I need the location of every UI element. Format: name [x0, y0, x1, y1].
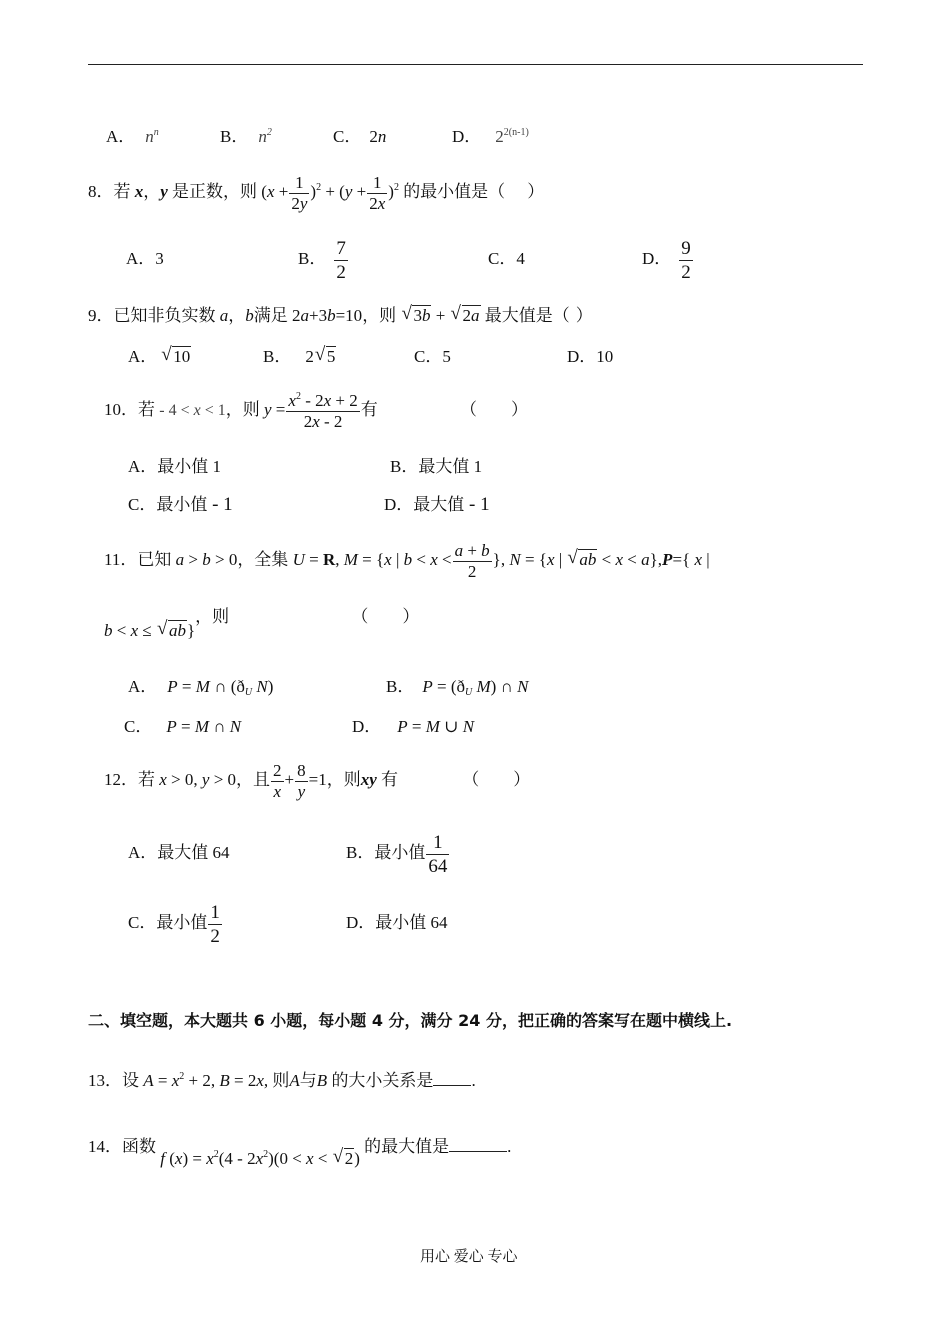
q12-option-d: D．最小值 64 [346, 913, 448, 932]
q9-option-a: A．√ 10 [128, 346, 191, 368]
q8-option-b: B． $\frac{7}{2}$ [298, 237, 346, 283]
header-rule [88, 64, 863, 65]
q13-stem: 13．设 $A = x^2 + 2$, B = 2x, 则A与B 的大小关系是 . [88, 1071, 476, 1090]
q10-option-c: C．最小值 - 1 [128, 494, 233, 515]
q9-option-c: C．5 [414, 347, 451, 366]
q7-option-c: C． 2n [333, 127, 387, 146]
q10-option-a: A．最小值 1 [128, 457, 222, 476]
q7-option-b: B． $n^2$ [220, 127, 272, 146]
q12-option-c: C．最小值 $\frac{1}{2}$ [128, 901, 220, 947]
q8-option-a: A．3 [126, 249, 164, 268]
q9-option-b: B． 2√ 5 [263, 346, 336, 368]
q11-option-c: C． P = M ∩ N [124, 717, 242, 736]
q12-option-b: B．最小值 $\frac{1}{64}$ [346, 831, 448, 877]
q14-stem: 14．函数 f $(x) = x^2(4 - 2x^2)(0 < x$ < √ 2) 的最大值是 . [88, 1136, 511, 1158]
q14-answer-blank[interactable] [449, 1137, 507, 1152]
q11-option-d: D． P = M ∪ N [352, 717, 475, 736]
q9-option-d: D．10 [567, 347, 614, 366]
q11-stem: 11．已知 a > b > 0，全集 U = R, M = {x | b < x < $\frac{a + b}{2}$ }, N = {x | √ ab < x < a},P={ x | [104, 538, 710, 582]
q10-stem: 10．若 - 4 < x < 1，则 y = $\frac{x^2 - 2x + 2}{2x - 2}$ 有 （ ） [104, 390, 528, 431]
page-footer: 用心 爱心 专心 [420, 1249, 518, 1265]
q10-option-d: D．最大值 - 1 [384, 494, 490, 515]
q8-stem: 8．若 x，y 是正数，则 (x + $\frac{1}{2y}$ )$^2$ + (y + $\frac{1}{2x}$ )$^2$ 的最小值是（ ） [88, 172, 545, 213]
section-2-heading: 二、填空题，本大题共 6 小题，每小题 4 分，满分 24 分，把正确的答案写在题中横线上. [88, 1011, 733, 1030]
q8-option-c: C．4 [488, 249, 525, 268]
q9-stem: 9．已知非负实数 a，b满足 2a+3b=10，则 √ 3b + √ 2a 最大值是（ ） [88, 305, 593, 327]
q11-stem-continued: b < x ≤ √ ab}，则 （ ） [104, 606, 419, 628]
q8-option-d: D． $\frac{9}{2}$ [642, 237, 691, 283]
q13-answer-blank[interactable] [433, 1071, 471, 1086]
q7-option-d: D． $2^{2(n-1)}$ [452, 127, 529, 146]
q12-stem: 12．若 x > 0, y > 0，且 $\frac{2}{x}$ + $\frac{8}{y}$ =1，则xy 有 （ ） [104, 760, 531, 801]
q10-option-b: B．最大值 1 [390, 457, 483, 476]
q11-option-a: A． P = M ∩ ($ð_U$ N) [128, 677, 274, 698]
q11-option-b: B． $P = (ð_U$ M) ∩ N [386, 677, 529, 698]
q12-option-a: A．最大值 64 [128, 843, 230, 862]
q7-option-a: A． $n^n$ [106, 127, 159, 146]
